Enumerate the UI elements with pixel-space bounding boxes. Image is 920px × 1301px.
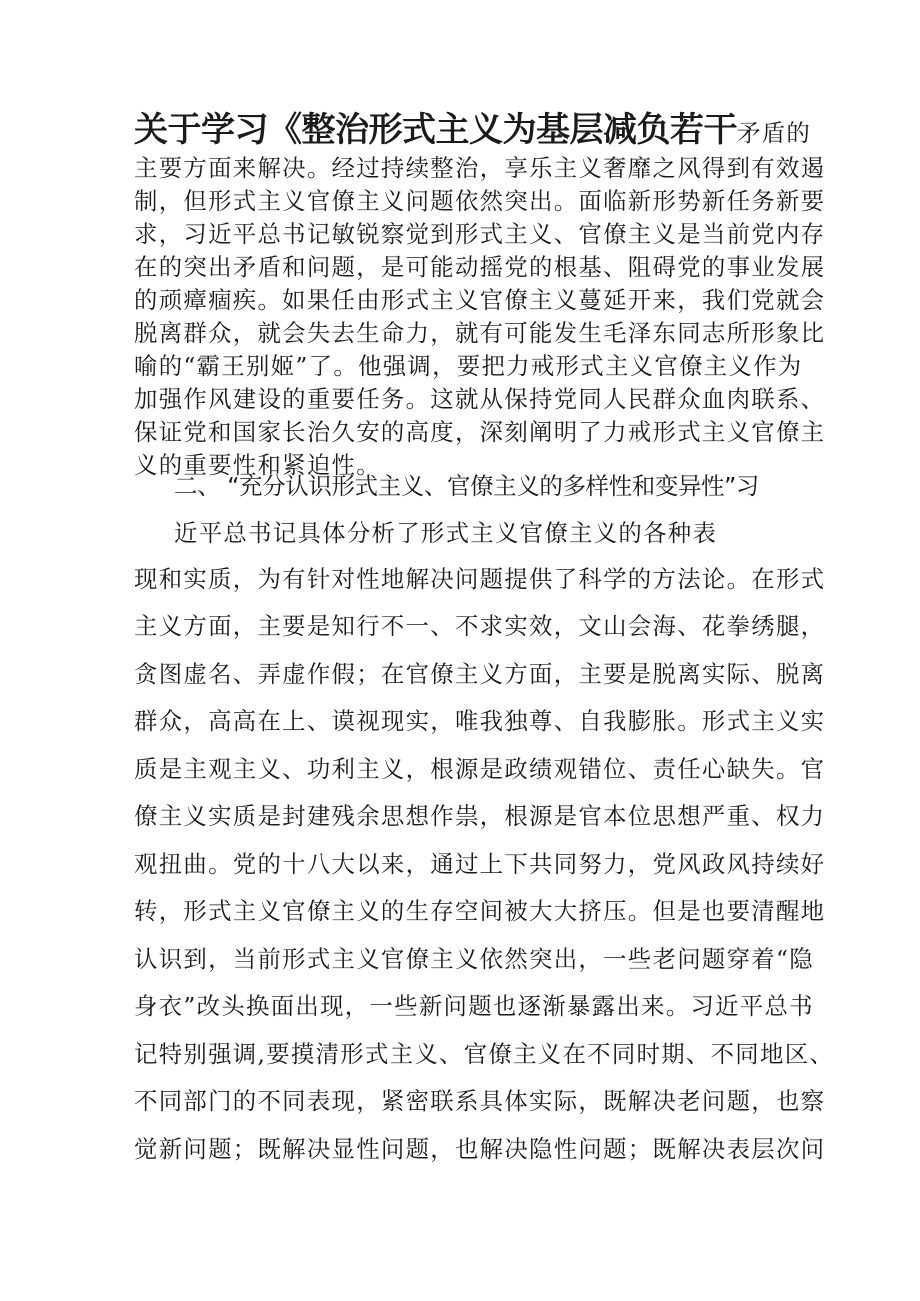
paragraph-line: 现和实质，为有针对性地解决问题提供了科学的方法论。在形式 <box>134 565 826 593</box>
paragraph-line: 制，但形式主义官僚主义问题依然突出。面临新形势新任务新要 <box>134 187 826 215</box>
paragraph-line: 主义方面，主要是知行不一、不求实效，文山会海、花拳绣腿， <box>134 612 826 640</box>
paragraph-line: 观扭曲。党的十八大以来，通过上下共同努力，党风政风持续好 <box>134 850 826 878</box>
heading-continuation: 近平总书记具体分析了形式主义官僚主义的各种表 <box>174 519 718 547</box>
section-heading-text: 二、 “充分认识形式主义、官僚主义的多样性和变异性” <box>174 472 736 500</box>
paragraph-line: 加强作风建设的重要任务。这就从保持党同人民群众血肉联系、 <box>134 385 826 413</box>
section-heading-2 <box>174 470 794 505</box>
paragraph-line: 僚主义实质是封建残余思想作祟，根源是官本位思想严重、权力 <box>134 802 826 830</box>
paragraph-line: 质是主观主义、功利主义，根源是政绩观错位、责任心缺失。官 <box>134 755 826 783</box>
paragraph-line: 喻的“霸王别姬”了。他强调，要把力戒形式主义官僚主义作为 <box>134 352 803 380</box>
paragraph-line: 求，习近平总书记敏锐察觉到形式主义、官僚主义是当前党内存 <box>134 220 826 248</box>
title-tail-text: 矛盾的 <box>737 119 812 147</box>
paragraph-line: 主要方面来解决。经过持续整治，享乐主义奢靡之风得到有效遏 <box>134 154 826 182</box>
section-heading-tail: 习 <box>735 472 760 500</box>
paragraph-line: 贪图虚名、弄虚作假；在官僚主义方面，主要是脱离实际、脱离 <box>134 660 826 688</box>
paragraph-line: 的顽瘴痼疾。如果任由形式主义官僚主义蔓延开来，我们党就会 <box>134 286 826 314</box>
paragraph-line: 保证党和国家长治久安的高度，深刻阐明了力戒形式主义官僚主 <box>134 418 826 446</box>
document-title <box>134 108 812 158</box>
paragraph-line: 不同部门的不同表现，紧密联系具体实际，既解决老问题，也察 <box>134 1087 826 1115</box>
title-main-text: 关于学习《整治形式主义为基层减负若干 <box>134 110 737 150</box>
paragraph-line: 脱离群众，就会失去生命力，就有可能发生毛泽东同志所形象比 <box>134 319 826 347</box>
paragraph-line: 群众，高高在上、谟视现实，唯我独尊、自我膨胀。形式主义实 <box>134 707 826 735</box>
paragraph-line: 在的突出矛盾和问题，是可能动摇党的根基、阻碍党的事业发展 <box>134 253 826 281</box>
paragraph-line: 记特别强调,要摸清形式主义、官僚主义在不同时期、不同地区、 <box>134 1040 835 1068</box>
paragraph-line: 转，形式主义官僚主义的生存空间被大大挤压。但是也要清醒地 <box>134 897 826 925</box>
paragraph-line: 身衣”改头换面出现，一些新问题也逐渐暴露出来。习近平总书 <box>134 992 814 1020</box>
paragraph-line: 认识到，当前形式主义官僚主义依然突出，一些老问题穿着“隐 <box>134 945 814 973</box>
paragraph-line: 义的重要性和紧迫性。 <box>134 451 381 479</box>
paragraph-line: 觉新问题；既解决显性问题，也解决隐性问题；既解决表层次问 <box>134 1135 826 1163</box>
